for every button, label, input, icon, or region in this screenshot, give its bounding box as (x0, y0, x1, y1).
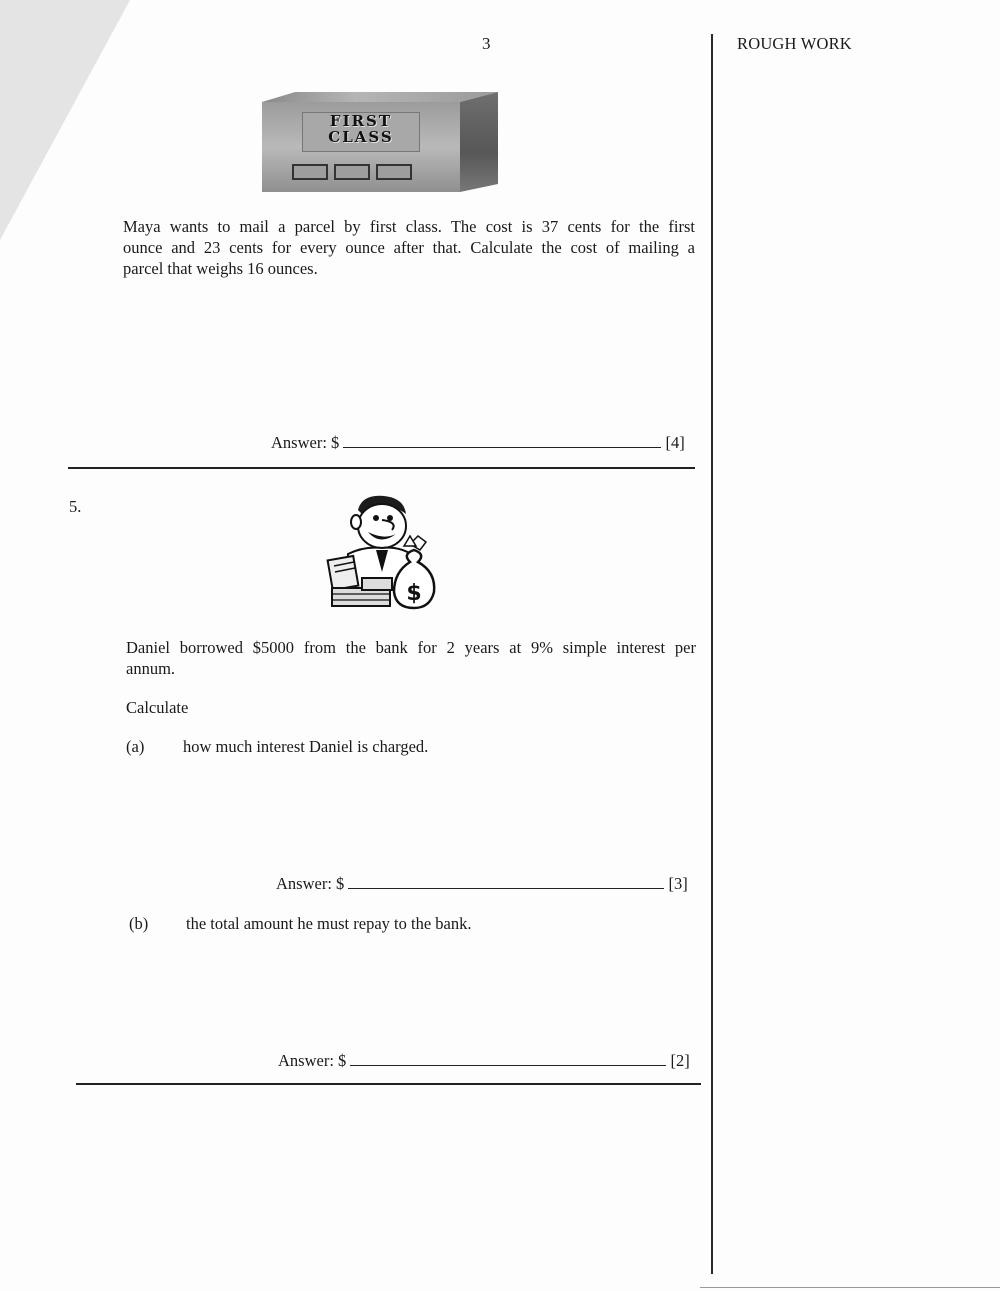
answer-label: Answer: $ (276, 874, 345, 893)
question-4-line: parcel that weighs 16 ounces. (123, 259, 318, 278)
part-a-answer (276, 873, 700, 894)
answer-line[interactable] (350, 1051, 666, 1066)
part-a-text: how much interest Daniel is charged. (183, 737, 429, 756)
first-class-parcel-image (262, 92, 498, 192)
answer-label: Answer: $ (271, 433, 340, 452)
question-4-line: ounce and 23 cents for every ounce after that. Calculate the cost of mailing a (123, 238, 695, 257)
man-with-money-clipart (318, 492, 442, 614)
part-b-answer (278, 1050, 702, 1071)
parcel-label-class: CLASS (328, 128, 394, 146)
page-number: 3 (482, 34, 491, 53)
question-separator (76, 1083, 701, 1085)
marks: [4] (665, 433, 685, 452)
question-5-line: annum. (126, 659, 176, 678)
marks: [3] (668, 874, 688, 893)
marks: [2] (670, 1051, 690, 1070)
parcel-label-first: FIRST (329, 112, 393, 130)
question-5-line: Daniel borrowed $5000 from the bank for 2 years at 9% simple interest per (126, 638, 696, 657)
rough-work-heading: ROUGH WORK (737, 34, 852, 53)
answer-line[interactable] (343, 433, 661, 448)
page-bottom-edge (700, 1287, 1000, 1288)
part-a-label: (a) (126, 737, 145, 756)
question-4-line: Maya wants to mail a parcel by first class. The cost is 37 cents for the first (123, 217, 695, 236)
question-separator (68, 467, 695, 469)
rough-work-divider (711, 34, 713, 1274)
question-5-number: 5. (69, 497, 82, 516)
question-5-text (126, 637, 696, 679)
answer-line[interactable] (348, 874, 664, 889)
folded-page-corner (0, 0, 130, 240)
question-4-text (123, 216, 695, 279)
answer-label: Answer: $ (278, 1051, 347, 1070)
part-b-label: (b) (129, 914, 149, 933)
calculate-instruction: Calculate (126, 698, 189, 717)
money-bag-dollar-sign: $ (406, 581, 422, 606)
part-b-text: the total amount he must repay to the bank. (186, 914, 472, 933)
question-4-answer (271, 432, 697, 453)
